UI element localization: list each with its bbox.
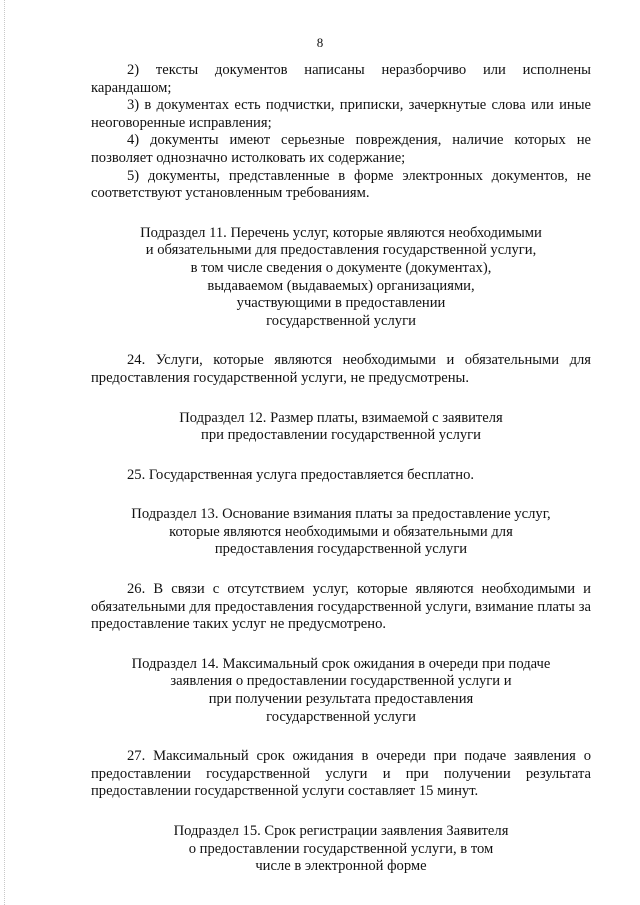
- subsection-15-heading: [91, 823, 591, 876]
- subsection-13-heading: [91, 506, 591, 559]
- paragraph-27: 27. Максимальный срок ожидания в очереди при подаче заявления о предоставлении государственной услуги и при получении результата предоставлении государственной услуги составляет 15 минут.: [91, 748, 591, 800]
- paragraph-25: 25. Государственная услуга предоставляется бесплатно.: [127, 466, 475, 483]
- subsection-12-heading: [91, 410, 591, 445]
- subsection-11-heading: [91, 225, 591, 331]
- heading-line: и обязательными для предоставления государственной услуги,: [145, 242, 537, 259]
- heading-line: Подраздел 12. Размер платы, взимаемой с заявителя: [179, 409, 503, 426]
- heading-line: при получении результата предоставления: [208, 691, 474, 708]
- subsection-14-heading: [91, 656, 591, 726]
- heading-line: участвующими в предоставлении: [236, 295, 446, 312]
- list-item-2: 2) тексты документов написаны неразборчиво или исполнены карандашом;: [91, 62, 591, 96]
- heading-line: в том числе сведения о документе (документах),: [190, 259, 492, 276]
- list-item-3: 3) в документах есть подчистки, приписки, зачеркнутые слова или иные неоговоренные исправления;: [91, 97, 591, 131]
- heading-line: заявления о предоставлении государственной услуги и: [170, 673, 512, 690]
- heading-line: государственной услуги: [266, 708, 416, 725]
- document-body: [91, 62, 591, 876]
- heading-line: выдаваемом (выдаваемых) организациями,: [207, 277, 475, 294]
- list-item-4: 4) документы имеют серьезные повреждения, наличие которых не позволяет однозначно истолковать их содержание;: [91, 132, 591, 166]
- heading-line: числе в электронной форме: [255, 858, 427, 875]
- heading-line: государственной услуги: [266, 312, 416, 329]
- list-item-5: 5) документы, представленные в форме электронных документов, не соответствуют установленным требованиям.: [91, 167, 591, 202]
- paragraph-24: 24. Услуги, которые являются необходимыми и обязательными для предоставления государственной услуги, не предусмотрены.: [91, 352, 591, 386]
- heading-line: которые являются необходимыми и обязательными для: [169, 523, 513, 540]
- page-number: 8: [316, 35, 324, 50]
- heading-line: при предоставлении государственной услуги: [201, 427, 481, 444]
- heading-line: Подраздел 13. Основание взимания платы за предоставление услуг,: [131, 506, 551, 523]
- scan-edge-line: [4, 0, 6, 905]
- heading-line: предоставления государственной услуги: [214, 541, 468, 558]
- paragraph-26: 26. В связи с отсутствием услуг, которые являются необходимыми и обязательными для предоставления государственной услуги, взимание платы за предоставление таких услуг не предусмотрено.: [91, 581, 591, 633]
- heading-line: Подраздел 14. Максимальный срок ожидания в очереди при подаче: [131, 655, 551, 672]
- heading-line: Подраздел 11. Перечень услуг, которые являются необходимыми: [140, 224, 542, 241]
- heading-line: о предоставлении государственной услуги, в том: [188, 840, 494, 857]
- heading-line: Подраздел 15. Срок регистрации заявления Заявителя: [173, 823, 509, 839]
